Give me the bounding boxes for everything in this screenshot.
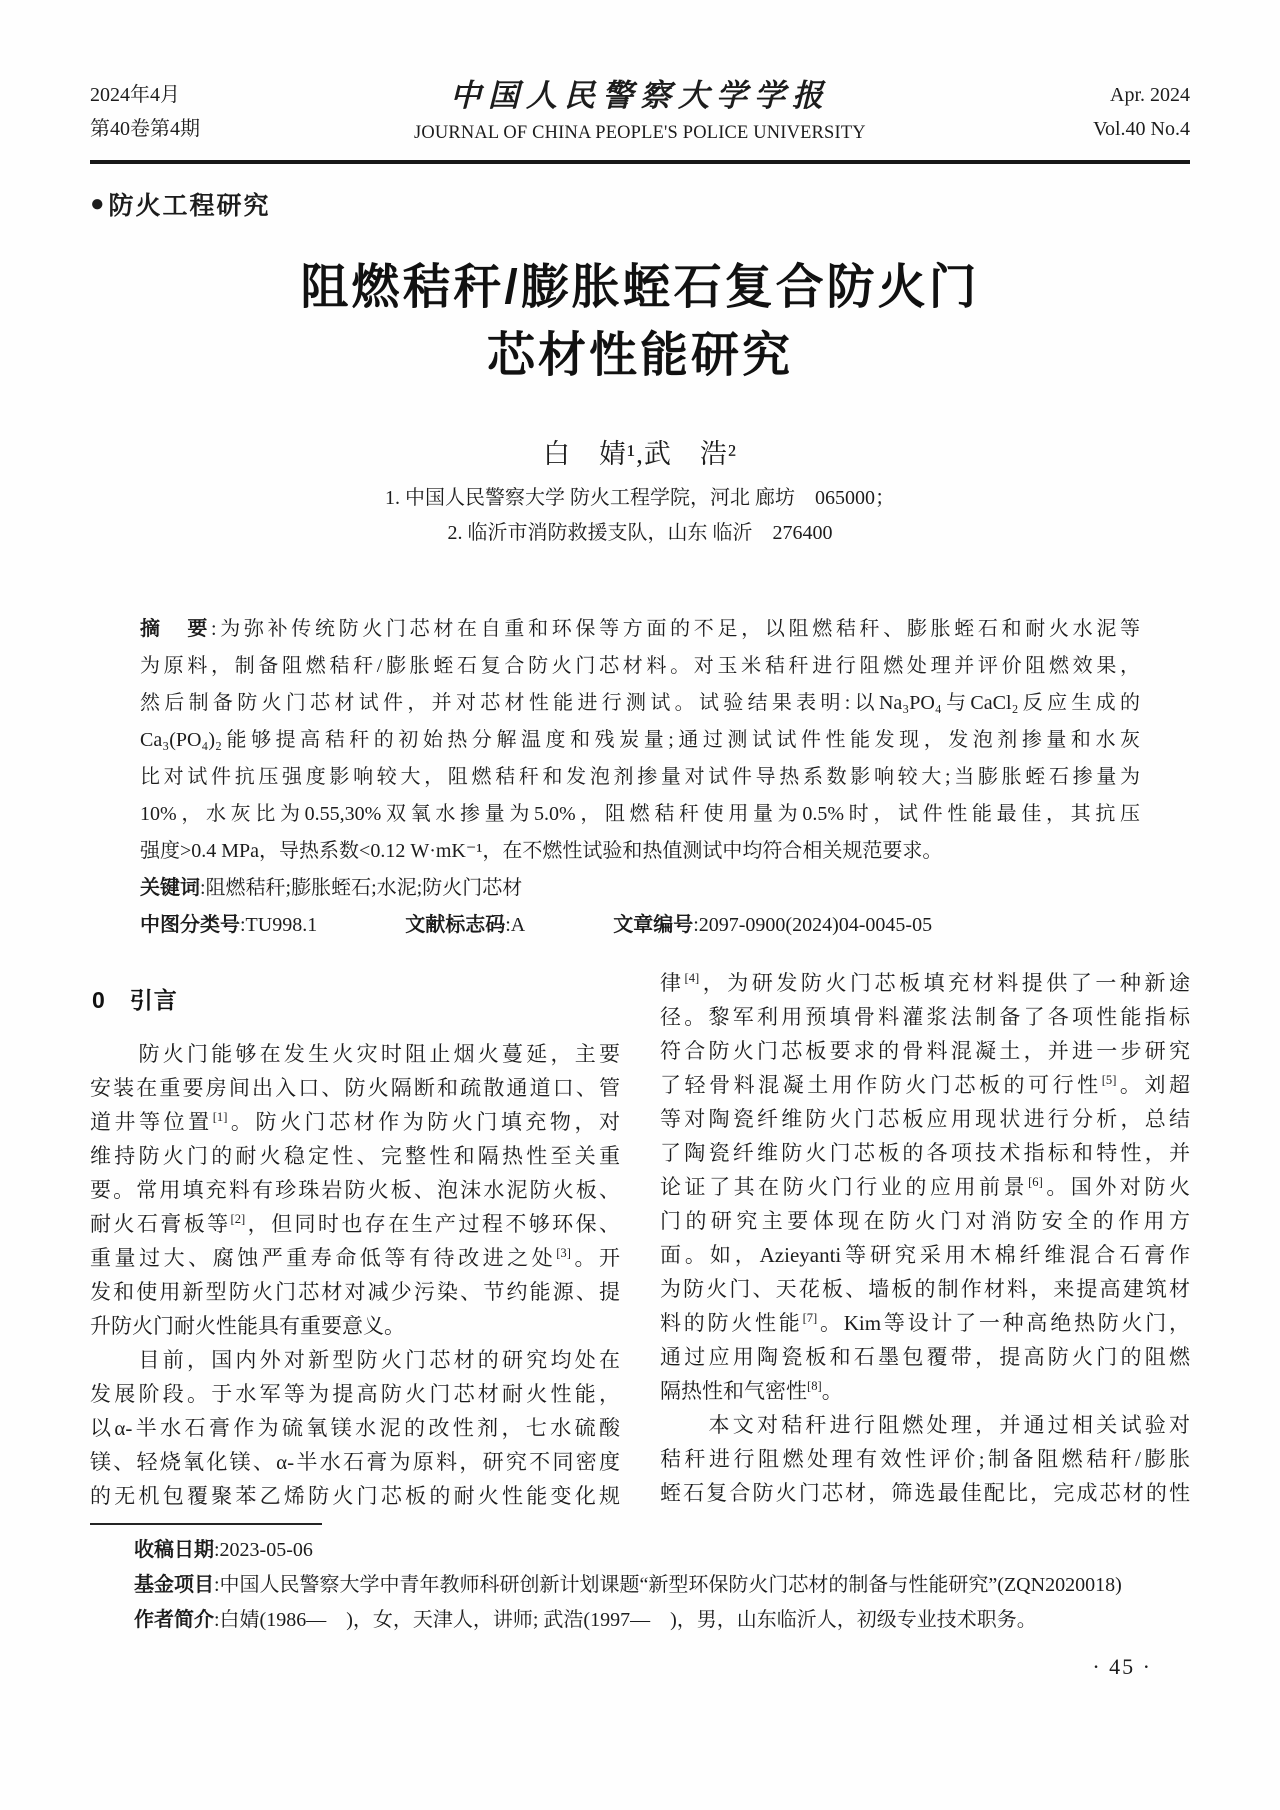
clc-number: 中图分类号:TU998.1	[140, 914, 318, 936]
abstract-line: 10%，水灰比为0.55,30%双氧水掺量为5.0%，阻燃秸秆使用量为0.5%时，试件性能最佳，其抗压	[140, 803, 1140, 825]
right-column-lines	[660, 966, 1190, 1510]
body-line: 隔热性和气密性[8]。	[660, 1379, 843, 1403]
abstract-line: 然后制备防火门芯材试件，并对芯材性能进行测试。试验结果表明:以Na₃PO₄与CaCl₂反应生成的	[140, 692, 1140, 714]
article-id: 文章编号:2097-0900(2024)04-0045-05	[613, 914, 933, 936]
article-title-line2: 芯材性能研究	[486, 329, 793, 382]
issue-date-cn: 2024年4月	[90, 84, 180, 106]
body-line: 道井等位置[1]。防火门芯材作为防火门填充物，对	[90, 1110, 621, 1134]
authors: 白 婧¹,武 浩²	[543, 439, 737, 469]
body-line: 发和使用新型防火门芯材对减少污染、节约能源、提	[90, 1280, 620, 1304]
body-line: 了陶瓷纤维防火门芯板的各项技术指标和特性，并	[660, 1141, 1190, 1165]
journal-header	[90, 78, 1190, 148]
footnote-line: 作者简介:白婧(1986— )，女，天津人，讲师; 武浩(1997— )，男，山东临沂人，初级专业技术职务。	[134, 1609, 1037, 1631]
journal-title-cn: 中国人民警察大学学报	[450, 78, 830, 114]
body-line: 镁、轻烧氧化镁、α-半水石膏为原料，研究不同密度	[90, 1450, 620, 1474]
abstract-line: 强度>0.4 MPa，导热系数<0.12 W·mK⁻¹，在不燃性试验和热值测试中均符合相关规范要求。	[140, 840, 943, 862]
left-column	[90, 966, 620, 1513]
page-number: · 45 ·	[1092, 1654, 1152, 1679]
body-line: 耐火石膏板等[2]，但同时也存在生产过程不够环保、	[90, 1212, 621, 1236]
body-line: 门的研究主要体现在防火门对消防安全的作用方	[660, 1209, 1190, 1233]
body-line: 律[4]，为研发防火门芯板填充材料提供了一种新途	[660, 971, 1191, 995]
body-line: 符合防火门芯板要求的骨料混凝土，并进一步研究	[660, 1039, 1190, 1063]
body-columns	[90, 966, 1190, 1513]
affiliations	[90, 481, 1190, 551]
left-column-lines	[90, 1037, 620, 1513]
body-line: 料的防火性能[7]。Kim等设计了一种高绝热防火门，	[660, 1311, 1190, 1335]
body-line: 发展阶段。于水军等为提高防火门芯材耐火性能，	[90, 1382, 620, 1406]
abstract-line: Ca₃(PO₄)₂能够提高秸秆的初始热分解温度和残炭量;通过测试试件性能发现，发泡剂掺量和水灰	[140, 729, 1140, 751]
body-line: 本文对秸秆进行阻燃处理，并通过相关试验对	[660, 1413, 1190, 1437]
header-right	[1000, 78, 1190, 146]
body-line: 重量过大、腐蚀严重寿命低等有待改进之处[3]。开	[90, 1246, 620, 1270]
header-center	[280, 78, 1000, 148]
body-line: 维持防火门的耐火稳定性、完整性和隔热性至关重	[90, 1144, 620, 1168]
article-title	[90, 254, 1190, 390]
abstract-line: 比对试件抗压强度影响较大，阻燃秸秆和发泡剂掺量对试件导热系数影响较大;当膨胀蛭石掺量为	[140, 766, 1140, 788]
body-line: 以α-半水石膏作为硫氧镁水泥的改性剂，七水硫酸	[90, 1416, 620, 1440]
volume-issue-en: Vol.40 No.4	[1093, 118, 1190, 140]
right-column	[660, 966, 1190, 1513]
section-row	[90, 186, 1190, 222]
footnote-line: 收稿日期:2023-05-06	[134, 1539, 313, 1561]
abstract-block	[140, 611, 1140, 944]
affiliation-2: 2. 临沂市消防救援支队，山东 临沂 276400	[447, 522, 833, 544]
body-line: 蛭石复合防火门芯材，筛选最佳配比，完成芯材的性	[660, 1481, 1190, 1505]
body-line: 了轻骨料混凝土用作防火门芯板的可行性[5]。刘超	[660, 1073, 1191, 1097]
intro-heading: 0 引言	[92, 987, 178, 1013]
keywords-line: 关键词:阻燃秸秆;膨胀蛭石;水泥;防火门芯材	[140, 877, 523, 899]
body-line: 要。常用填充料有珍珠岩防火板、泡沫水泥防火板、	[90, 1178, 620, 1202]
body-line: 防火门能够在发生火灾时阻止烟火蔓延，主要	[90, 1042, 620, 1066]
article-title-line1: 阻燃秸秆/膨胀蛭石复合防火门	[300, 261, 980, 314]
meta-row	[140, 907, 1140, 944]
body-line: 为防火门、天花板、墙板的制作材料，来提高建筑材	[660, 1277, 1190, 1301]
bullet-icon: ●	[90, 191, 105, 217]
document-code: 文献标志码:A	[405, 914, 526, 936]
body-line: 论证了其在防火门行业的应用前景[6]。国外对防火	[660, 1175, 1191, 1199]
footnote-line: 基金项目:中国人民警察大学中青年教师科研创新计划课题“新型环保防火门芯材的制备与性能研究”(ZQN2020018)	[134, 1574, 1122, 1596]
section-label: 防火工程研究	[108, 192, 271, 220]
body-line: 等对陶瓷纤维防火门芯板应用现状进行分析，总结	[660, 1107, 1190, 1131]
header-left	[90, 78, 280, 146]
footnote-block	[90, 1533, 1190, 1638]
body-line: 面。如，Azieyanti等研究采用木棉纤维混合石膏作	[660, 1243, 1190, 1267]
affiliation-1: 1. 中国人民警察大学 防火工程学院，河北 廊坊 065000；	[385, 487, 895, 509]
abstract-line: 为原料，制备阻燃秸秆/膨胀蛭石复合防火门芯材料。对玉米秸秆进行阻燃处理并评价阻燃效果，	[140, 655, 1140, 677]
footnote-divider	[90, 1523, 322, 1525]
abstract-lines	[140, 611, 1140, 870]
body-line: 升防火门耐火性能具有重要意义。	[90, 1314, 405, 1338]
body-line: 通过应用陶瓷板和石墨包覆带，提高防火门的阻燃	[660, 1345, 1190, 1369]
abstract-line: 摘 要:为弥补传统防火门芯材在自重和环保等方面的不足，以阻燃秸秆、膨胀蛭石和耐火水泥等	[140, 618, 1140, 640]
issue-date-en: Apr. 2024	[1110, 84, 1190, 106]
header-divider	[90, 160, 1190, 164]
body-line: 的无机包覆聚苯乙烯防火门芯板的耐火性能变化规	[90, 1484, 620, 1508]
body-line: 秸秆进行阻燃处理有效性评价;制备阻燃秸秆/膨胀	[660, 1447, 1190, 1471]
volume-issue-cn: 第40卷第4期	[90, 118, 200, 140]
journal-title-en: JOURNAL OF CHINA PEOPLE'S POLICE UNIVERSITY	[414, 122, 866, 143]
body-line: 径。黎军利用预填骨料灌浆法制备了各项性能指标	[660, 1005, 1190, 1029]
body-line: 安装在重要房间出入口、防火隔断和疏散通道口、管	[90, 1076, 620, 1100]
body-line: 目前，国内外对新型防火门芯材的研究均处在	[90, 1348, 620, 1372]
